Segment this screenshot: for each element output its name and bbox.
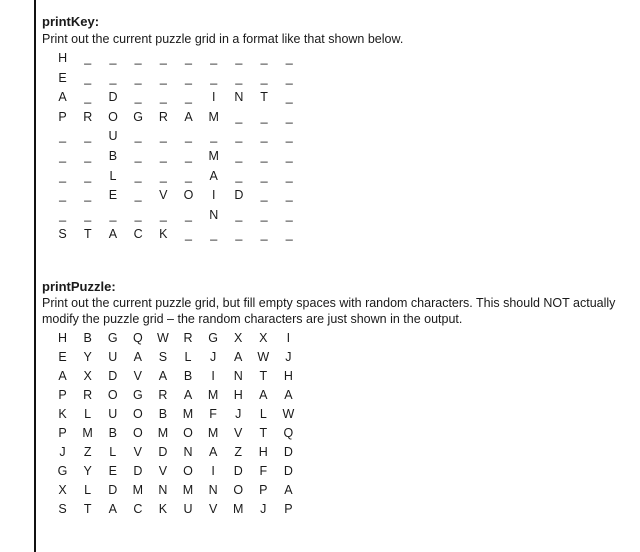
key-grid-cell: _ <box>285 188 293 203</box>
key-grid-cell: C <box>133 227 143 242</box>
puzzle-grid-cell: J <box>59 445 66 459</box>
key-grid-cell: _ <box>59 129 67 144</box>
key-grid-row <box>50 69 302 89</box>
puzzle-grid-cell: H <box>58 331 68 345</box>
key-grid-cell: _ <box>134 188 142 203</box>
puzzle-grid-cell: Q <box>132 331 143 345</box>
printpuzzle-description-line2: modify the puzzle grid – the random characters are just shown in the output. <box>42 312 463 326</box>
puzzle-grid-cell: A <box>259 388 268 402</box>
key-grid-cell: _ <box>134 168 142 183</box>
key-grid-cell: _ <box>84 168 92 183</box>
key-grid-cell: _ <box>260 168 268 183</box>
puzzle-grid-cell: A <box>284 483 293 497</box>
puzzle-grid-cell: G <box>107 331 118 345</box>
puzzle-grid-cell: M <box>82 426 93 440</box>
puzzle-grid-cell: J <box>235 407 242 421</box>
key-grid-cell: V <box>159 188 168 203</box>
puzzle-grid-cell: D <box>233 464 243 478</box>
key-grid-cell: _ <box>285 207 293 222</box>
puzzle-grid-cell: P <box>259 483 268 497</box>
printpuzzle-grid <box>50 329 301 519</box>
puzzle-grid-cell: P <box>58 388 67 402</box>
puzzle-grid-cell: U <box>108 407 118 421</box>
key-grid-cell: M <box>208 109 219 124</box>
puzzle-grid-row <box>50 386 301 405</box>
puzzle-grid-cell: A <box>284 388 293 402</box>
puzzle-grid-cell: V <box>133 445 142 459</box>
key-grid-cell: _ <box>260 109 268 124</box>
puzzle-grid-cell: T <box>83 502 92 516</box>
key-grid-cell: _ <box>185 51 192 65</box>
puzzle-grid-cell: T <box>259 426 268 440</box>
key-grid-cell: I <box>211 90 216 105</box>
key-grid-cell: _ <box>159 90 167 105</box>
key-grid-cell: _ <box>159 207 167 222</box>
puzzle-grid-cell: N <box>158 483 168 497</box>
key-grid-cell: _ <box>210 51 218 65</box>
printkey-heading: printKey: <box>42 14 100 29</box>
key-grid-cell: _ <box>260 207 268 222</box>
puzzle-grid-cell: A <box>133 350 142 364</box>
puzzle-grid-cell: M <box>157 426 169 440</box>
puzzle-grid-cell: E <box>58 350 67 364</box>
key-grid-cell: _ <box>185 90 192 105</box>
puzzle-grid-cell: O <box>132 426 143 440</box>
key-grid-cell: _ <box>185 148 192 163</box>
puzzle-grid-cell: Y <box>83 464 92 478</box>
key-grid-cell: _ <box>185 168 192 183</box>
puzzle-grid-row <box>50 481 301 500</box>
key-grid-cell: _ <box>59 168 67 183</box>
puzzle-grid-cell: D <box>108 483 118 497</box>
puzzle-grid-cell: D <box>108 369 118 383</box>
puzzle-grid-cell: F <box>209 407 217 421</box>
puzzle-grid-cell: M <box>182 483 194 497</box>
key-grid-cell: E <box>58 70 67 85</box>
puzzle-grid-cell: W <box>157 331 169 345</box>
puzzle-grid-row <box>50 424 301 443</box>
puzzle-grid-cell: O <box>183 464 193 478</box>
puzzle-grid-cell: A <box>234 350 243 364</box>
puzzle-grid-cell: R <box>158 388 168 402</box>
puzzle-grid-cell: X <box>58 483 67 497</box>
key-grid-cell: N <box>234 90 244 105</box>
key-grid-cell: _ <box>285 70 293 85</box>
key-grid-cell: _ <box>235 70 243 85</box>
key-grid-cell: _ <box>185 207 192 222</box>
puzzle-grid-cell: R <box>83 388 93 402</box>
puzzle-grid-cell: I <box>211 369 215 383</box>
puzzle-grid-cell: L <box>109 445 117 459</box>
puzzle-grid-cell: B <box>108 426 117 440</box>
key-grid-cell: _ <box>59 188 67 203</box>
key-grid-cell: _ <box>285 227 293 242</box>
key-grid-row <box>50 147 302 167</box>
key-grid-cell: _ <box>59 148 67 163</box>
key-grid-cell: _ <box>84 70 92 85</box>
puzzle-grid-cell: A <box>158 369 168 383</box>
puzzle-grid-cell: V <box>208 502 218 516</box>
puzzle-grid-cell: Q <box>283 426 294 440</box>
puzzle-grid-cell: O <box>132 407 143 421</box>
key-grid-cell: D <box>234 188 244 203</box>
puzzle-grid-cell: D <box>283 464 293 478</box>
key-grid-cell: _ <box>134 51 142 65</box>
puzzle-grid-cell: P <box>284 502 293 516</box>
left-margin-rule <box>34 0 36 552</box>
key-grid-cell: _ <box>84 207 92 222</box>
key-grid-cell: _ <box>260 148 268 163</box>
puzzle-grid-cell: N <box>183 445 193 459</box>
puzzle-grid-cell: X <box>259 331 268 345</box>
puzzle-grid-cell: V <box>234 426 243 440</box>
key-grid-cell: _ <box>159 168 167 183</box>
puzzle-grid-row <box>50 405 301 424</box>
puzzle-grid-cell: H <box>233 388 243 402</box>
key-grid-row <box>50 49 302 69</box>
key-grid-cell: _ <box>159 129 167 144</box>
key-grid-cell: R <box>158 109 168 124</box>
puzzle-grid-cell: L <box>259 407 267 421</box>
puzzle-grid-row <box>50 367 301 386</box>
key-grid-row <box>50 108 302 128</box>
puzzle-grid-cell: U <box>183 502 193 516</box>
puzzle-grid-cell: C <box>133 502 143 516</box>
key-grid-cell: _ <box>260 188 268 203</box>
puzzle-grid-cell: Z <box>83 445 92 459</box>
puzzle-grid-cell: M <box>132 483 144 497</box>
puzzle-grid-cell: D <box>133 464 143 478</box>
key-grid-cell: _ <box>109 51 117 65</box>
key-grid-row <box>50 167 302 187</box>
puzzle-grid-cell: A <box>208 445 218 459</box>
puzzle-grid-cell: X <box>234 331 243 345</box>
puzzle-grid-cell: A <box>58 369 67 383</box>
key-grid-cell: _ <box>109 207 117 222</box>
puzzle-grid-cell: O <box>107 388 118 402</box>
key-grid-cell: _ <box>84 188 92 203</box>
puzzle-grid-cell: E <box>108 464 117 478</box>
key-grid-cell: A <box>108 227 118 242</box>
key-grid-cell: _ <box>84 129 92 144</box>
puzzle-grid-cell: F <box>259 464 268 478</box>
key-grid-cell: _ <box>235 148 243 163</box>
key-grid-row <box>50 206 302 226</box>
key-grid-cell: _ <box>84 90 92 105</box>
key-grid-cell: M <box>208 148 219 163</box>
key-grid-cell: _ <box>134 207 142 222</box>
printpuzzle-description-line1: Print out the current puzzle grid, but fill empty spaces with random characters. This should NOT actually <box>42 296 616 310</box>
printkey-grid <box>50 49 302 245</box>
key-grid-row <box>50 127 302 147</box>
puzzle-grid-cell: U <box>108 350 118 364</box>
puzzle-grid-cell: M <box>232 502 244 516</box>
key-grid-cell: D <box>108 90 118 105</box>
key-grid-cell: I <box>211 188 216 203</box>
puzzle-grid-cell: G <box>208 331 218 345</box>
puzzle-grid-cell: W <box>257 350 270 364</box>
puzzle-grid-cell: J <box>260 502 267 516</box>
puzzle-grid-cell: H <box>258 445 268 459</box>
key-grid-cell: _ <box>260 129 268 144</box>
key-grid-cell: _ <box>285 168 293 183</box>
puzzle-grid-cell: M <box>207 426 219 440</box>
key-grid-cell: T <box>83 227 92 242</box>
puzzle-grid-cell: L <box>84 483 92 497</box>
puzzle-grid-cell: J <box>209 350 217 364</box>
puzzle-grid-cell: B <box>158 407 168 421</box>
puzzle-grid-cell: O <box>183 426 193 440</box>
puzzle-grid-cell: A <box>183 388 193 402</box>
key-grid-cell: U <box>108 129 118 144</box>
key-grid-cell: _ <box>285 51 293 65</box>
key-grid-cell: _ <box>210 129 218 144</box>
key-grid-cell: P <box>58 109 67 124</box>
key-grid-cell: _ <box>134 148 142 163</box>
key-grid-cell: _ <box>159 51 167 65</box>
key-grid-cell: T <box>260 90 268 105</box>
puzzle-grid-cell: V <box>133 369 142 383</box>
key-grid-cell: A <box>209 168 218 183</box>
puzzle-grid-cell: W <box>282 407 295 421</box>
puzzle-grid-cell: G <box>57 464 68 478</box>
puzzle-grid-cell: K <box>158 502 168 516</box>
key-grid-cell: _ <box>134 90 142 105</box>
key-grid-cell: E <box>108 188 118 203</box>
key-grid-cell: _ <box>235 227 243 242</box>
puzzle-grid-cell: K <box>58 407 67 421</box>
puzzle-grid-cell: T <box>259 369 268 383</box>
puzzle-grid-cell: D <box>283 445 293 459</box>
puzzle-grid-cell: A <box>108 502 117 516</box>
puzzle-grid-cell: N <box>208 483 218 497</box>
puzzle-grid-cell: M <box>207 388 219 402</box>
key-grid-cell: _ <box>185 70 192 85</box>
puzzle-grid-cell: H <box>283 369 293 383</box>
key-grid-cell: _ <box>260 227 268 242</box>
puzzle-grid-cell: S <box>58 502 67 516</box>
key-grid-cell: _ <box>185 227 192 242</box>
key-grid-cell: _ <box>235 109 243 124</box>
puzzle-grid-row <box>50 443 301 462</box>
puzzle-grid-cell: O <box>233 483 244 497</box>
key-grid-cell: N <box>209 207 219 222</box>
puzzle-grid-cell: I <box>286 331 291 345</box>
puzzle-grid-cell: J <box>285 350 292 364</box>
puzzle-grid-row <box>50 348 301 367</box>
key-grid-cell: _ <box>235 207 243 222</box>
key-grid-cell: _ <box>210 70 218 85</box>
puzzle-grid-cell: I <box>211 464 215 478</box>
key-grid-cell: _ <box>134 129 142 144</box>
key-grid-cell: _ <box>159 70 167 85</box>
key-grid-row <box>50 225 302 245</box>
key-grid-row <box>50 88 302 108</box>
key-grid-cell: B <box>108 148 118 163</box>
key-grid-cell: _ <box>235 51 243 65</box>
key-grid-cell: _ <box>185 129 192 144</box>
puzzle-grid-cell: M <box>182 407 194 421</box>
key-grid-cell: _ <box>285 148 293 163</box>
puzzle-grid-cell: B <box>183 369 193 383</box>
key-grid-cell: G <box>133 109 144 124</box>
key-grid-cell: R <box>83 109 93 124</box>
key-grid-cell: _ <box>285 129 293 144</box>
key-grid-cell: _ <box>84 51 92 65</box>
puzzle-grid-cell: B <box>83 331 92 345</box>
puzzle-grid-row <box>50 500 301 519</box>
puzzle-grid-cell: G <box>132 388 143 402</box>
puzzle-grid-cell: D <box>158 445 168 459</box>
printkey-description: Print out the current puzzle grid in a format like that shown below. <box>42 32 404 46</box>
puzzle-grid-row <box>50 329 301 348</box>
key-grid-cell: _ <box>235 168 243 183</box>
puzzle-grid-cell: Y <box>83 350 92 364</box>
puzzle-grid-cell: N <box>233 369 243 383</box>
key-grid-cell: _ <box>134 70 142 85</box>
puzzle-grid-cell: X <box>83 369 92 383</box>
key-grid-cell: _ <box>285 109 293 124</box>
key-grid-cell: _ <box>84 148 92 163</box>
puzzle-grid-cell: R <box>183 331 193 345</box>
key-grid-cell: _ <box>285 90 293 105</box>
key-grid-row <box>50 186 302 206</box>
puzzle-grid-cell: L <box>84 407 92 421</box>
key-grid-cell: K <box>159 227 168 242</box>
puzzle-grid-cell: L <box>184 350 192 364</box>
puzzle-grid-cell: P <box>58 426 67 440</box>
puzzle-grid-cell: Z <box>234 445 243 459</box>
key-grid-cell: O <box>108 109 118 124</box>
key-grid-cell: A <box>184 109 193 124</box>
key-grid-cell: _ <box>260 70 268 85</box>
key-grid-cell: _ <box>260 51 268 65</box>
key-grid-cell: A <box>58 90 67 105</box>
key-grid-cell: H <box>58 51 68 65</box>
key-grid-cell: _ <box>109 70 117 85</box>
key-grid-cell: O <box>183 188 194 203</box>
key-grid-cell: _ <box>59 207 67 222</box>
key-grid-cell: _ <box>235 129 243 144</box>
key-grid-cell: L <box>109 168 117 183</box>
puzzle-grid-row <box>50 462 301 481</box>
puzzle-grid-cell: V <box>158 464 168 478</box>
key-grid-cell: _ <box>159 148 167 163</box>
printpuzzle-heading: printPuzzle: <box>42 279 116 294</box>
puzzle-grid-cell: S <box>158 350 168 364</box>
key-grid-cell: _ <box>210 227 218 242</box>
key-grid-cell: S <box>58 227 67 242</box>
